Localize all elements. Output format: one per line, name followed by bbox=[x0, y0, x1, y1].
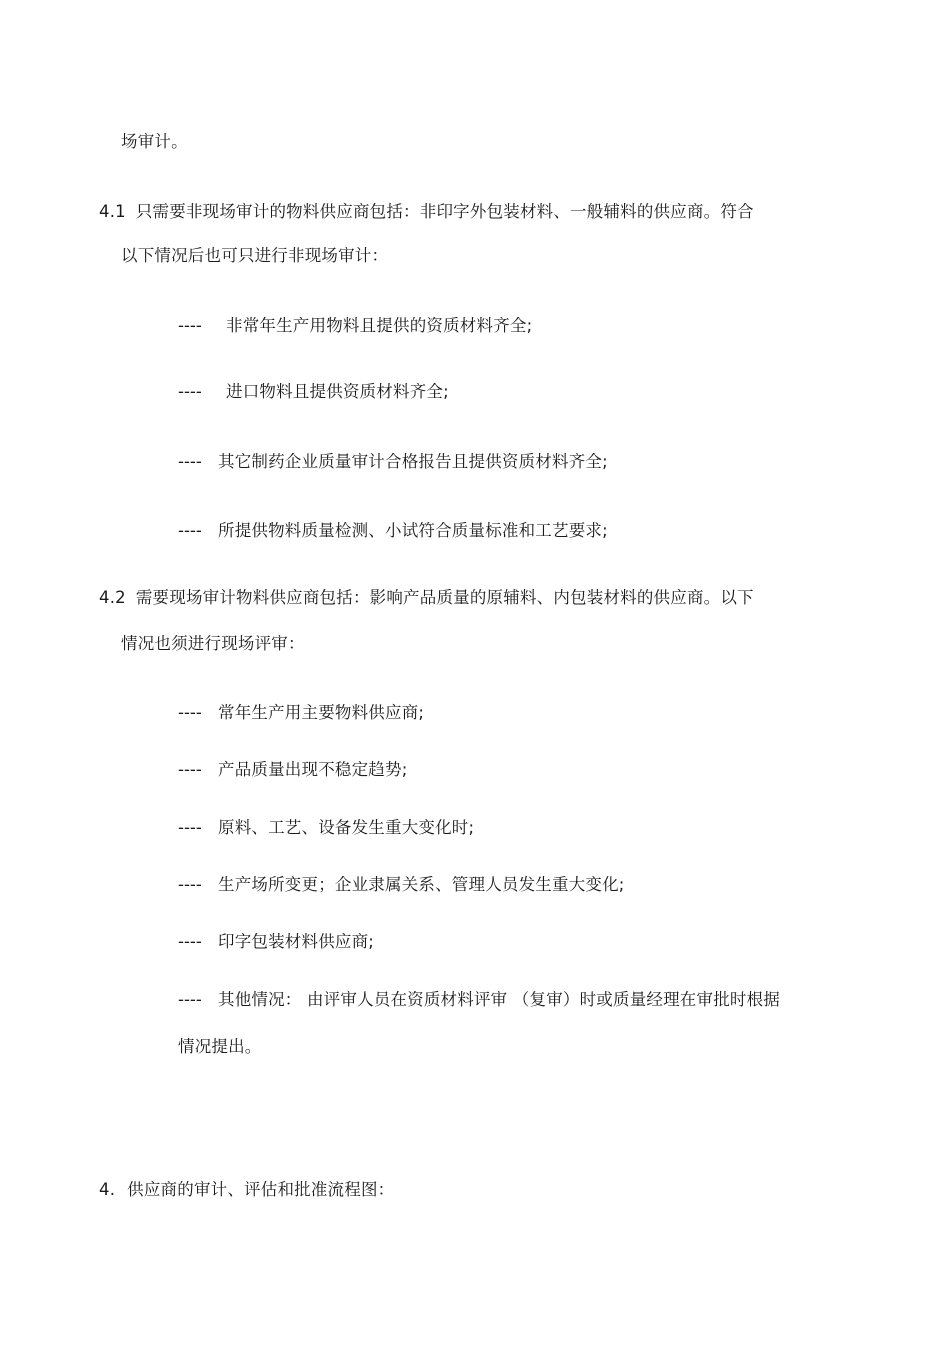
dash-bullet: ---- bbox=[178, 875, 202, 894]
list-item bbox=[178, 452, 608, 472]
dash-bullet: ---- bbox=[178, 760, 202, 779]
section-4-2-continuation: 情况也须进行现场评审： bbox=[121, 634, 305, 653]
list-item bbox=[178, 382, 449, 402]
list-item-text: 产品质量出现不稳定趋势; bbox=[218, 760, 408, 779]
section-number: 4. bbox=[99, 1180, 116, 1199]
dash-bullet: ---- bbox=[178, 932, 202, 951]
section-number: 4.2 bbox=[99, 588, 126, 607]
list-item-text: 其他情况： 由评审人员在资质材料评审 （复审）时或质量经理在审批时根据 bbox=[218, 990, 780, 1009]
list-item-text: 印字包装材料供应商; bbox=[218, 932, 375, 951]
section-number: 4.1 bbox=[99, 202, 126, 221]
list-item-text: 原料、工艺、设备发生重大变化时; bbox=[218, 818, 475, 837]
list-item-text: 其它制药企业质量审计合格报告且提供资质材料齐全; bbox=[218, 452, 608, 471]
list-item bbox=[178, 760, 407, 780]
dash-bullet: ---- bbox=[178, 703, 202, 722]
dash-bullet: ---- bbox=[178, 521, 202, 540]
dash-bullet: ---- bbox=[178, 990, 202, 1009]
list-item bbox=[178, 521, 608, 541]
section-4-2-heading bbox=[99, 588, 754, 608]
list-item bbox=[178, 703, 424, 723]
section-text: 供应商的审计、评估和批准流程图： bbox=[127, 1180, 395, 1199]
section-4-1-heading bbox=[99, 202, 754, 222]
section-4-heading bbox=[99, 1180, 394, 1200]
list-item-text: 常年生产用主要物料供应商; bbox=[218, 703, 425, 722]
dash-bullet: ---- bbox=[178, 382, 202, 401]
dash-bullet: ---- bbox=[178, 452, 202, 471]
list-item-text: 生产场所变更；企业隶属关系、管理人员发生重大变化; bbox=[218, 875, 625, 894]
list-item bbox=[178, 818, 474, 838]
section-4-1-continuation: 以下情况后也可只进行非现场审计： bbox=[121, 246, 389, 265]
list-item-text: 非常年生产用物料且提供的资质材料齐全; bbox=[226, 316, 533, 335]
list-item bbox=[178, 875, 625, 895]
section-text: 需要现场审计物料供应商包括：影响产品质量的原辅料、内包装材料的供应商。以下 bbox=[135, 588, 754, 607]
dash-bullet: ---- bbox=[178, 818, 202, 837]
list-item bbox=[178, 990, 780, 1010]
section-text: 只需要非现场审计的物料供应商包括：非印字外包装材料、一般辅料的供应商。符合 bbox=[135, 202, 754, 221]
list-item bbox=[178, 316, 532, 336]
list-item bbox=[178, 932, 374, 952]
list-item-continuation: 情况提出。 bbox=[178, 1037, 262, 1056]
continuation-text: 场审计。 bbox=[121, 132, 188, 151]
list-item-text: 所提供物料质量检测、小试符合质量标准和工艺要求; bbox=[218, 521, 608, 540]
dash-bullet: ---- bbox=[178, 316, 202, 335]
list-item-text: 进口物料且提供资质材料齐全; bbox=[226, 382, 449, 401]
